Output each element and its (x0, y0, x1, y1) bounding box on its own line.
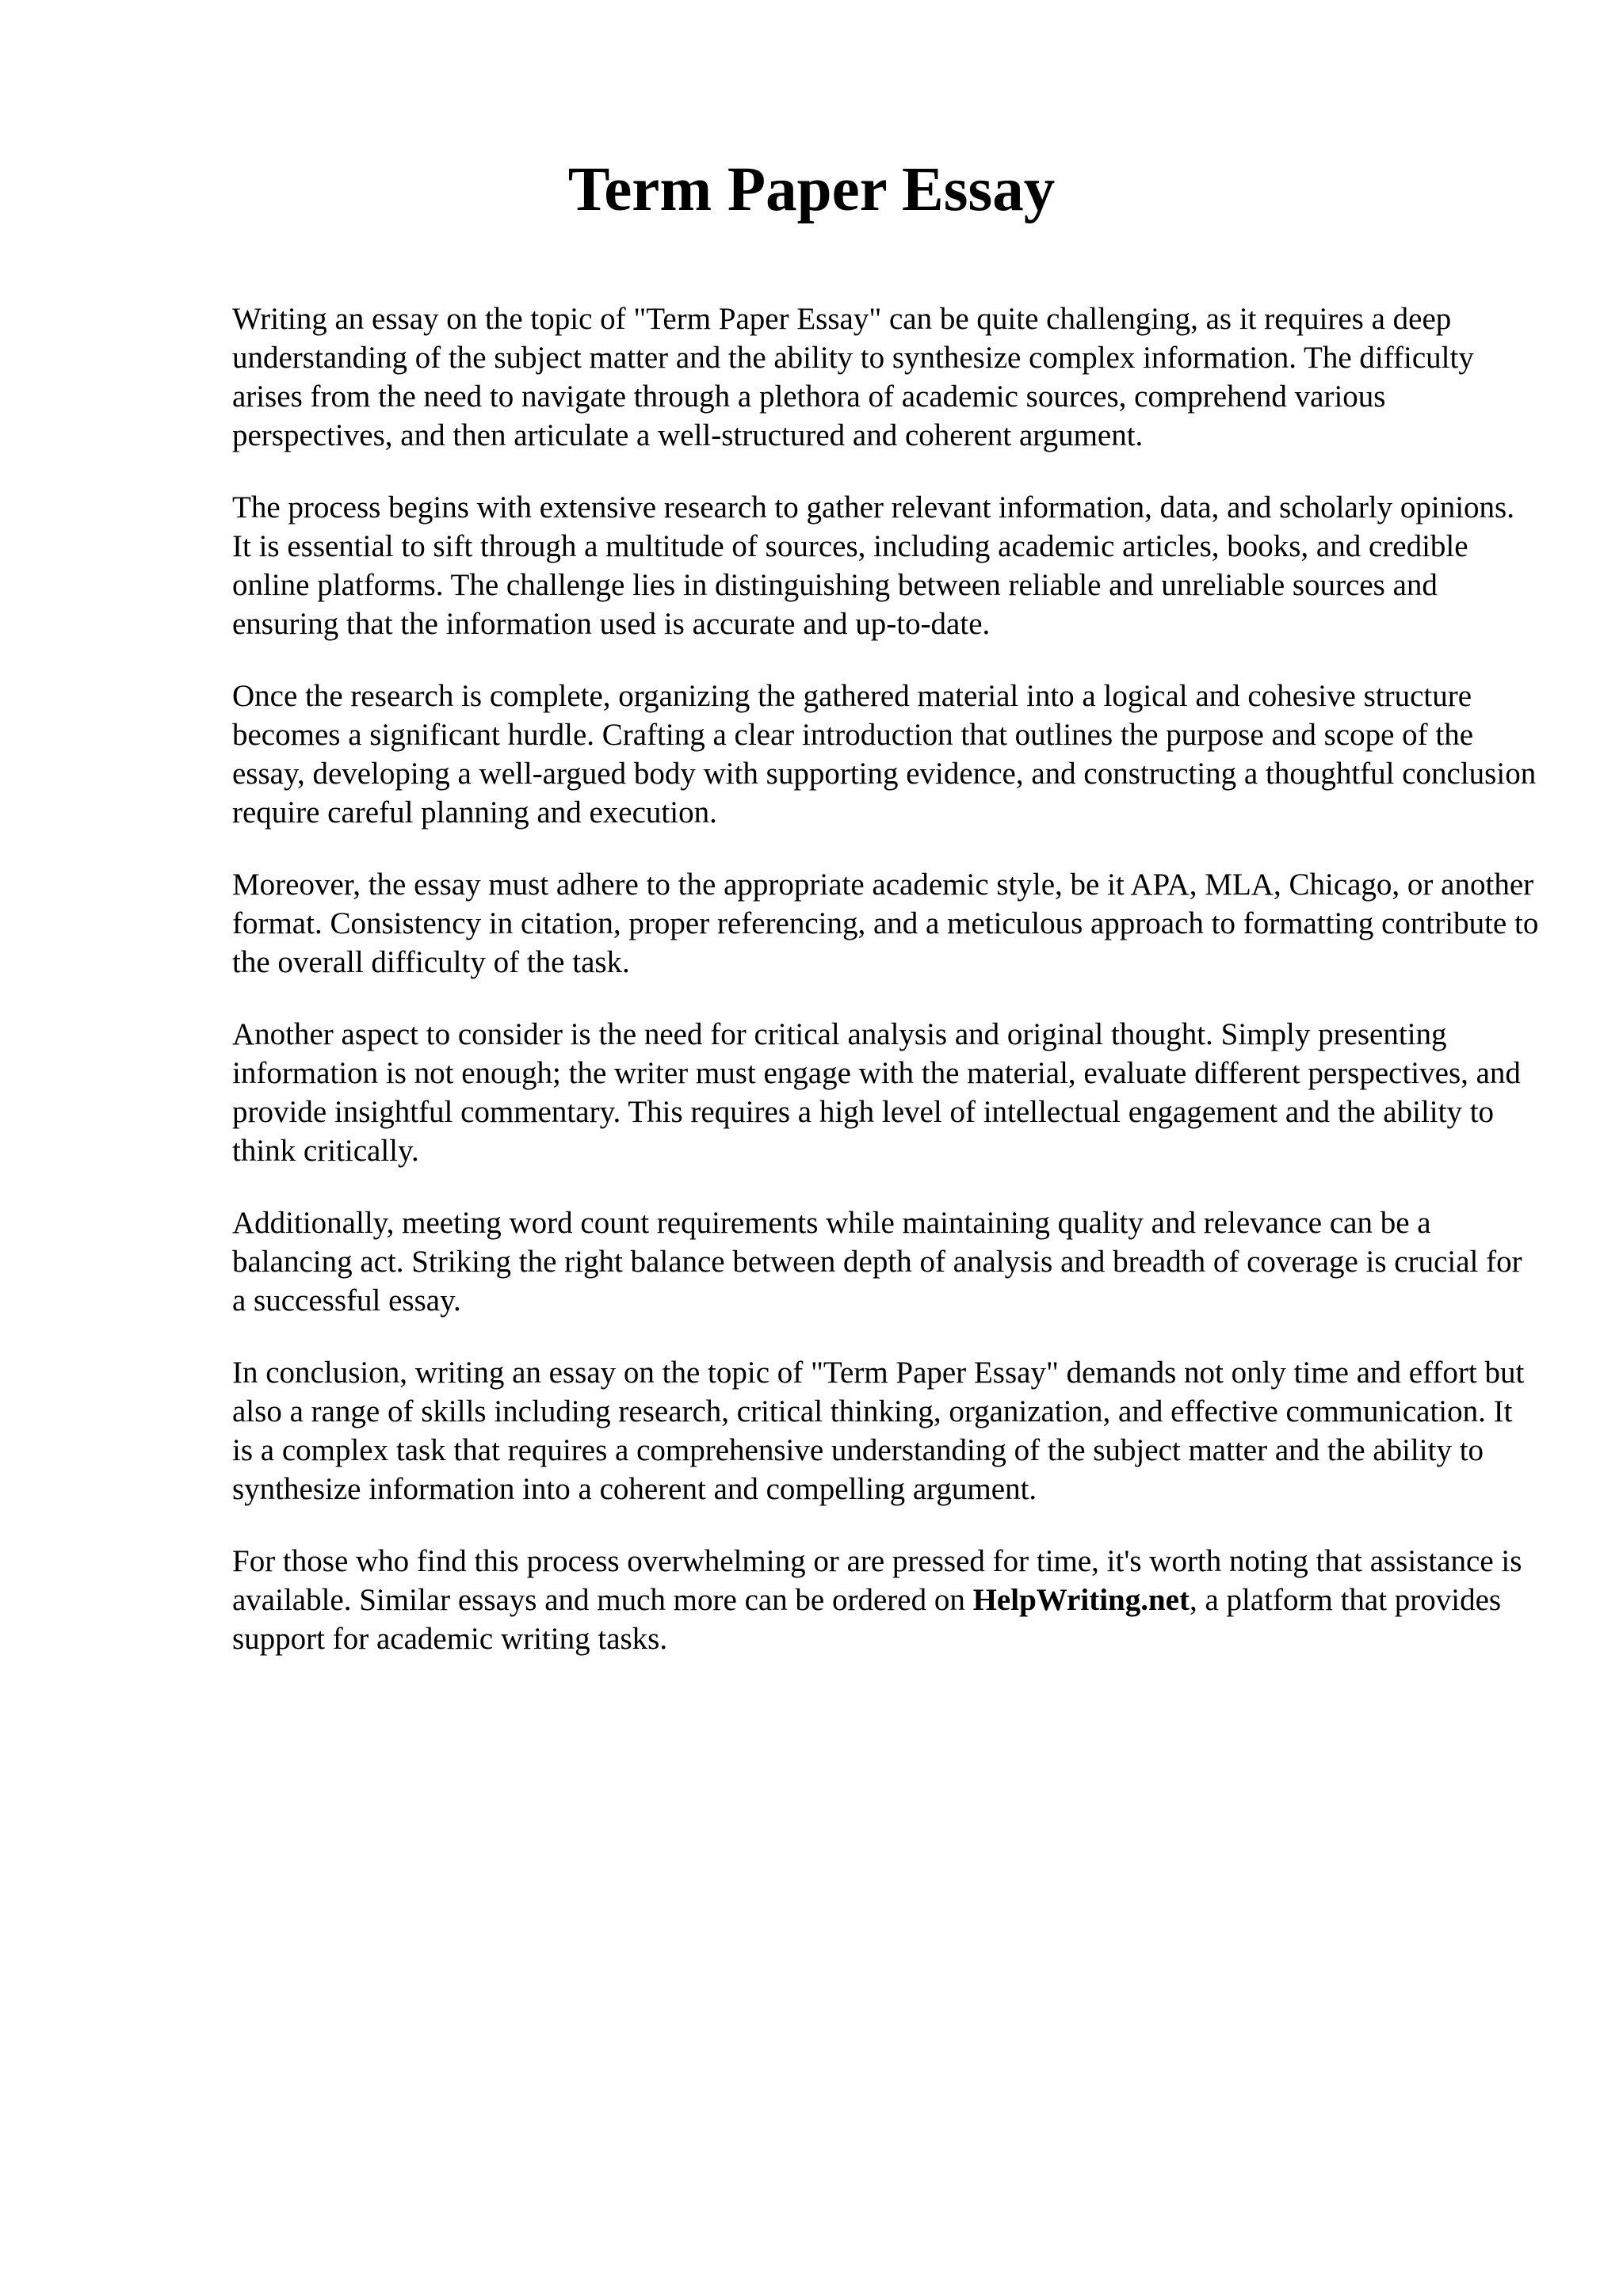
paragraph-6: Additionally, meeting word count requirements while maintaining quality and relevance can be a balancing act. Striking the right balance between depth of analysis and breadth of coverage is crucial for a successful essay. (232, 1206, 1522, 1318)
paragraph-1: Writing an essay on the topic of "Term Paper Essay" can be quite challenging, as it requires a deep understanding of the subject matter and the ability to synthesize complex information. The difficulty arises from the need to navigate through a plethora of academic sources, comprehend various perspectives, and then articulate a well-structured and coherent argument. (232, 302, 1474, 452)
paragraph-4: Moreover, the essay must adhere to the appropriate academic style, be it APA, MLA, Chicago, or another format. Consistency in citation, proper referencing, and a meticulous approach to formatting contribute to the overall difficulty of the task. (232, 868, 1539, 979)
helpwriting-link[interactable]: HelpWriting.net (972, 1583, 1190, 1617)
paragraph-5: Another aspect to consider is the need for critical analysis and original thought. Simply presenting information is not enough; the writer must engage with the material, evaluate different perspectives, and provide insightful commentary. This requires a high level of intellectual engagement and the ability to think critically. (232, 1017, 1521, 1168)
paragraph-8-tail-text: , a platform that provides support for academic writing tasks. (232, 1583, 1502, 1656)
document-body (232, 299, 1540, 1691)
paragraph-7: In conclusion, writing an essay on the topic of "Term Paper Essay" demands not only time and effort but also a range of skills including research, critical thinking, organization, and effective communication. It is a complex task that requires a comprehensive understanding of the subject matter and the ability to synthesize information into a coherent and compelling argument. (232, 1356, 1525, 1506)
paragraph-8 (232, 1542, 1540, 1658)
paragraph-8-lead-text: For those who find this process overwhelming or are pressed for time, it's worth noting that assistance is available. Similar essays and much more can be ordered on (232, 1544, 1522, 1617)
paragraph-2: The process begins with extensive research to gather relevant information, data, and scholarly opinions. It is essential to sift through a multitude of sources, including academic articles, books, and credible online platforms. The challenge lies in distinguishing between reliable and unreliable sources and ensuring that the information used is accurate and up-to-date. (232, 490, 1514, 641)
document-title: Term Paper Essay (567, 155, 1056, 224)
paragraph-3: Once the research is complete, organizing the gathered material into a logical and cohesive structure becomes a significant hurdle. Crafting a clear introduction that outlines the purpose and scope of the essay, developing a well-argued body with supporting evidence, and constructing a thoughtful conclusion require careful planning and execution. (232, 679, 1537, 830)
